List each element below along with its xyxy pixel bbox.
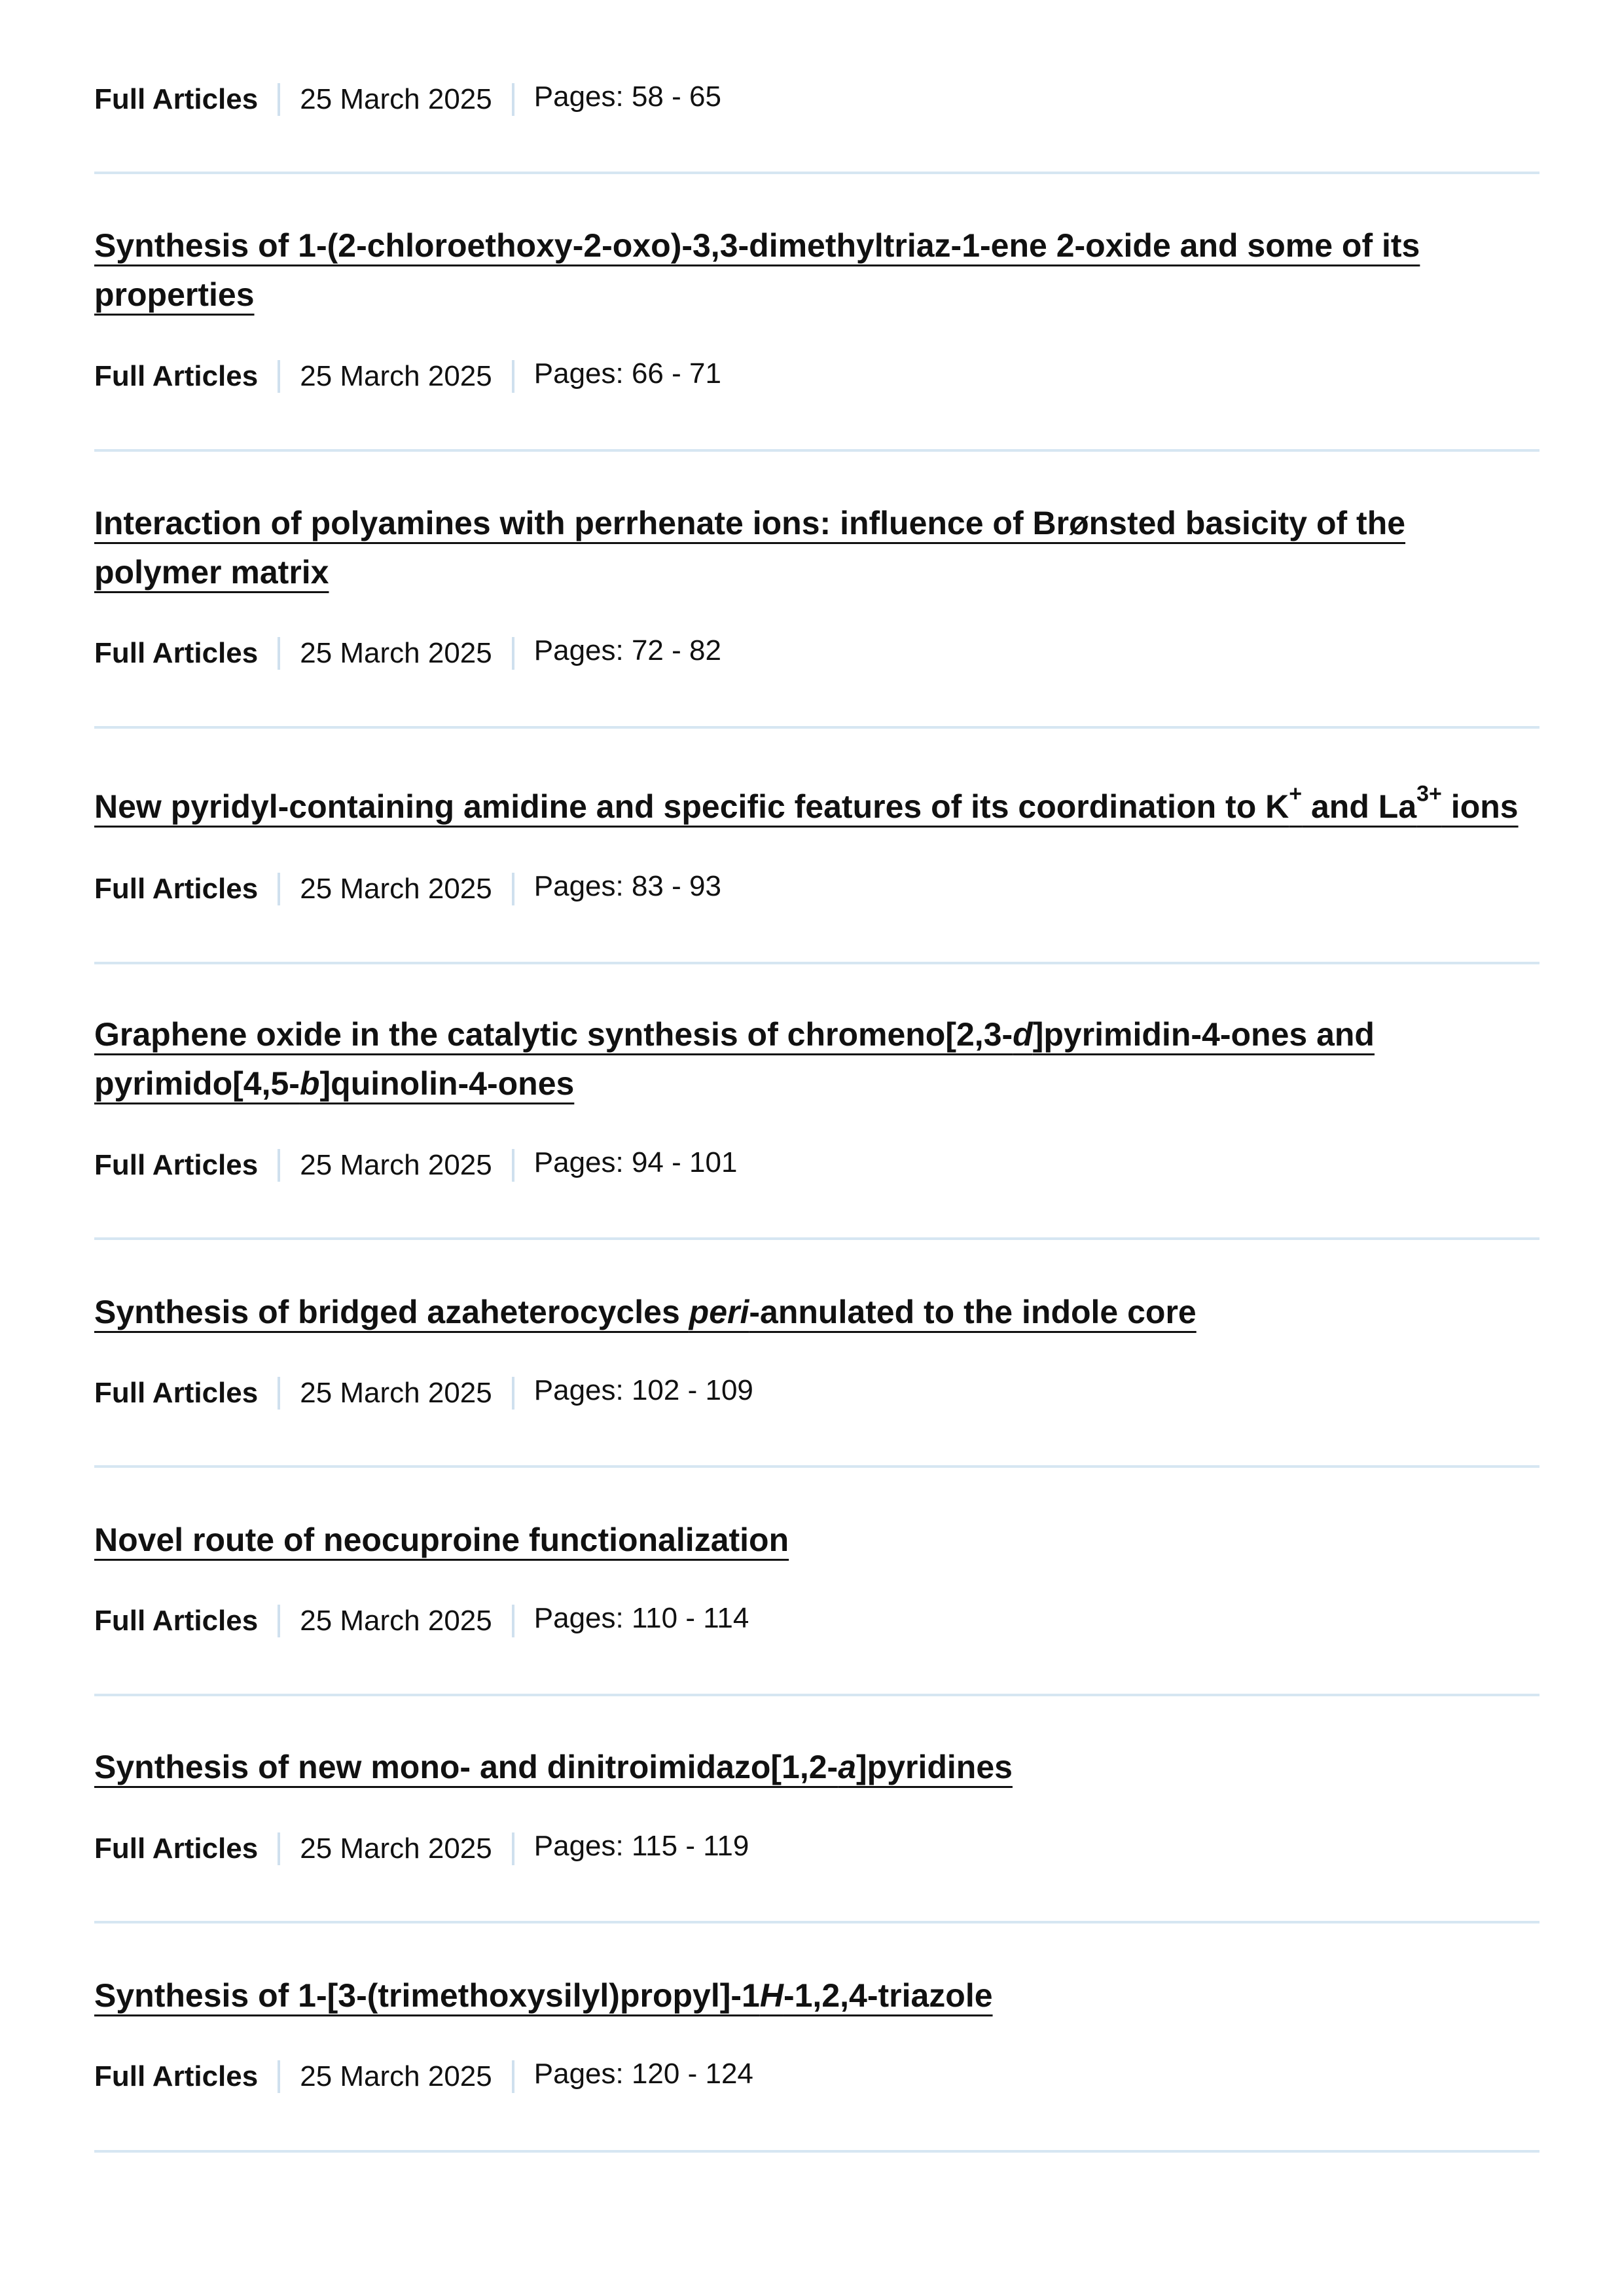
- meta-separator: [512, 360, 514, 393]
- article-category: Full Articles: [94, 2060, 259, 2092]
- divider: [94, 2150, 1539, 2153]
- meta-separator: [278, 637, 280, 670]
- article-pages: Pages: 102 - 109: [533, 1374, 753, 1406]
- meta-separator: [512, 1605, 514, 1637]
- title-italic-run: peri: [689, 1294, 749, 1330]
- article-category: Full Articles: [94, 1605, 259, 1637]
- article-title: [94, 221, 1539, 319]
- article-meta: [94, 1374, 753, 1413]
- meta-separator: [512, 83, 514, 116]
- title-text-run: Synthesis of 1-(2-chloroethoxy-2-oxo)-3,3-dimethyltriaz-1-ene 2-oxide and some of its properties: [94, 227, 1420, 313]
- article-pages: Pages: 72 - 82: [533, 634, 721, 666]
- article-pages: Pages: 115 - 119: [533, 1830, 749, 1862]
- article-title: [94, 1516, 1539, 1565]
- title-text-run: Interaction of polyamines with perrhenate ions: influence of Brønsted basicity of the polymer matrix: [94, 505, 1406, 591]
- article-meta: [94, 634, 721, 673]
- article-title: [94, 1743, 1539, 1792]
- article-pages: Pages: 66 - 71: [533, 357, 721, 390]
- article-title-link[interactable]: [94, 1522, 789, 1558]
- article-title: [94, 1010, 1539, 1108]
- article-meta: [94, 357, 721, 396]
- title-text-run: Synthesis of bridged azaheterocycles: [94, 1294, 689, 1330]
- meta-separator: [512, 1832, 514, 1865]
- article-meta: [94, 1829, 749, 1868]
- title-italic-run: d: [1013, 1016, 1033, 1053]
- title-text-run: Synthesis of 1-[3-(trimethoxysilyl)propyl]-1: [94, 1977, 760, 2014]
- article-category: Full Articles: [94, 360, 259, 392]
- article-category: Full Articles: [94, 1149, 259, 1181]
- article-pages: Pages: 120 - 124: [533, 2058, 753, 2090]
- title-text-run: and La: [1302, 788, 1417, 825]
- article-category: Full Articles: [94, 1377, 259, 1409]
- article-date: 25 March 2025: [300, 1832, 492, 1865]
- article-category: Full Articles: [94, 1832, 259, 1865]
- meta-separator: [278, 1832, 280, 1865]
- meta-separator: [278, 873, 280, 905]
- article-meta: [94, 869, 721, 909]
- divider: [94, 1694, 1539, 1696]
- title-text-run: ions: [1441, 788, 1519, 825]
- article-date: 25 March 2025: [300, 360, 492, 392]
- meta-separator: [278, 1605, 280, 1637]
- title-superscript: +: [1289, 781, 1303, 807]
- meta-separator: [512, 873, 514, 905]
- title-italic-run: b: [299, 1065, 320, 1102]
- divider: [94, 172, 1539, 174]
- article-date: 25 March 2025: [300, 1605, 492, 1637]
- title-text-run: New pyridyl-containing amidine and specific features of its coordination to K: [94, 788, 1289, 825]
- meta-separator: [512, 637, 514, 670]
- title-text-run: Synthesis of new mono- and dinitroimidazo[1,2-: [94, 1749, 838, 1785]
- article-date: 25 March 2025: [300, 873, 492, 905]
- article-title-link[interactable]: [94, 781, 1519, 825]
- article-meta: [94, 80, 721, 119]
- article-category: Full Articles: [94, 83, 259, 115]
- divider: [94, 449, 1539, 452]
- divider: [94, 962, 1539, 964]
- article-meta: [94, 2057, 753, 2096]
- article-meta: [94, 1601, 749, 1641]
- article-title: [94, 499, 1539, 597]
- title-italic-run: a: [838, 1749, 856, 1785]
- meta-separator: [278, 1149, 280, 1182]
- meta-separator: [278, 83, 280, 116]
- article-title: [94, 1971, 1539, 2020]
- divider: [94, 726, 1539, 729]
- meta-separator: [512, 1377, 514, 1410]
- article-category: Full Articles: [94, 873, 259, 905]
- title-text-run: ]pyrimidin-4-ones and pyrimido[4,5-: [94, 1016, 1375, 1102]
- article-date: 25 March 2025: [300, 1149, 492, 1181]
- article-title-link[interactable]: [94, 1977, 993, 2014]
- article-date: 25 March 2025: [300, 2060, 492, 2092]
- article-title: [94, 782, 1539, 831]
- meta-separator: [278, 2060, 280, 2093]
- title-text-run: ]pyridines: [856, 1749, 1013, 1785]
- article-title-link[interactable]: [94, 1749, 1013, 1785]
- divider: [94, 1921, 1539, 1923]
- article-title-link[interactable]: [94, 1294, 1197, 1330]
- article-date: 25 March 2025: [300, 83, 492, 115]
- article-pages: Pages: 110 - 114: [533, 1602, 749, 1634]
- divider: [94, 1237, 1539, 1240]
- divider: [94, 1465, 1539, 1468]
- title-italic-run: H: [759, 1977, 783, 2014]
- article-date: 25 March 2025: [300, 637, 492, 669]
- title-text-run: -1,2,4-triazole: [783, 1977, 993, 2014]
- title-text-run: Novel route of neocuproine functionalization: [94, 1522, 789, 1558]
- article-date: 25 March 2025: [300, 1377, 492, 1409]
- meta-separator: [278, 360, 280, 393]
- meta-separator: [278, 1377, 280, 1410]
- article-pages: Pages: 83 - 93: [533, 870, 721, 902]
- title-superscript: 3+: [1416, 781, 1442, 807]
- title-text-run: ]quinolin-4-ones: [319, 1065, 575, 1102]
- meta-separator: [512, 2060, 514, 2093]
- meta-separator: [512, 1149, 514, 1182]
- article-pages: Pages: 94 - 101: [533, 1146, 738, 1178]
- article-pages: Pages: 58 - 65: [533, 81, 721, 113]
- article-category: Full Articles: [94, 637, 259, 669]
- title-text-run: Graphene oxide in the catalytic synthesis of chromeno[2,3-: [94, 1016, 1013, 1053]
- article-title-link[interactable]: [94, 227, 1420, 313]
- article-title-link[interactable]: [94, 505, 1405, 591]
- article-meta: [94, 1146, 737, 1185]
- article-title: [94, 1288, 1539, 1337]
- title-text-run: -annulated to the indole core: [749, 1294, 1197, 1330]
- article-title-link[interactable]: [94, 1016, 1375, 1102]
